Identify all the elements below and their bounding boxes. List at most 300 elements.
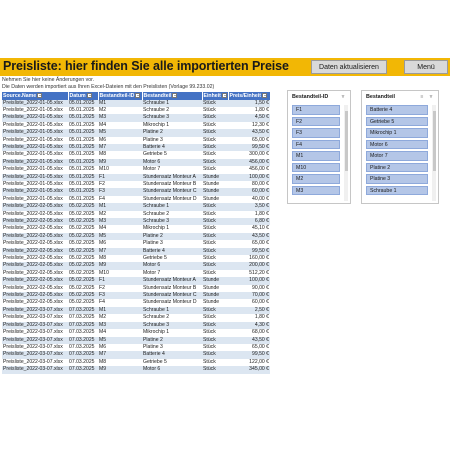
table-cell[interactable]: Stück [202,166,228,173]
table-cell[interactable]: Stundensatz Monteur C [142,292,202,299]
table-cell[interactable]: Stück [202,211,228,218]
table-cell[interactable]: 345,00 € [228,366,270,373]
table-cell[interactable]: Stunde [202,285,228,292]
table-cell[interactable]: Platine 2 [142,337,202,344]
table-cell[interactable]: Stück [202,233,228,240]
table-cell[interactable]: Stunde [202,188,228,195]
table-cell[interactable]: 100,00 € [228,277,270,284]
table-row[interactable] [2,248,270,255]
slicer-item[interactable]: M2 [292,174,340,184]
filter-clear-icon[interactable]: ▿ [341,94,345,100]
table-row[interactable] [2,366,270,373]
slicer-bestandteil-id [287,90,351,204]
table-row[interactable] [2,203,270,210]
table-cell[interactable]: Stunde [202,174,228,181]
table-cell[interactable]: Schraube 3 [142,322,202,329]
slicer-item[interactable]: Batterie 4 [366,105,428,115]
table-row[interactable] [2,129,270,136]
filter-dropdown-icon[interactable] [172,93,177,98]
table-cell[interactable]: Preisliste_2022-01-05.xlsx [2,166,68,173]
table-cell[interactable]: Stunde [202,181,228,188]
slicer-scrollbar[interactable] [344,105,348,201]
table-cell[interactable]: 456,00 € [228,159,270,166]
table-cell[interactable]: Stück [202,122,228,129]
table-cell[interactable]: M2 [98,314,142,321]
table-cell[interactable]: M4 [98,329,142,336]
table-cell[interactable]: 05.01.2025 [68,144,98,151]
table-cell[interactable]: 05.01.2025 [68,181,98,188]
table-cell[interactable]: Schraube 1 [142,203,202,210]
table-row[interactable] [2,159,270,166]
table-cell[interactable]: 100,00 € [228,174,270,181]
table-cell[interactable]: Preisliste_2022-02-05.xlsx [2,299,68,306]
table-cell[interactable]: 12,30 € [228,122,270,129]
table-cell[interactable]: 05.01.2025 [68,188,98,195]
table-cell[interactable]: Stück [202,262,228,269]
slicer-items [362,105,438,195]
table-cell[interactable]: Stück [202,270,228,277]
table-cell[interactable]: M10 [98,270,142,277]
table-cell[interactable]: Preisliste_2022-02-05.xlsx [2,203,68,210]
table-row[interactable] [2,196,270,203]
table-cell[interactable]: 07.03.2025 [68,344,98,351]
slicer-item[interactable]: M10 [292,163,340,173]
refresh-data-button[interactable]: Daten aktualisieren [311,60,387,74]
table-cell[interactable]: 05.01.2025 [68,129,98,136]
table-cell[interactable]: 45,10 € [228,225,270,232]
table-cell[interactable]: Stück [202,114,228,121]
table-cell[interactable]: Preisliste_2022-01-05.xlsx [2,114,68,121]
table-cell[interactable]: M9 [98,159,142,166]
slicer-item[interactable]: F1 [292,105,340,115]
table-cell[interactable]: Motor 6 [142,159,202,166]
table-cell[interactable]: Preisliste_2022-02-05.xlsx [2,248,68,255]
table-cell[interactable]: 05.02.2025 [68,233,98,240]
table-cell[interactable]: M8 [98,151,142,158]
table-cell[interactable]: Stundensatz Monteur B [142,285,202,292]
table-cell[interactable]: Stück [202,307,228,314]
table-cell[interactable]: 60,00 € [228,299,270,306]
table-row[interactable] [2,344,270,351]
table-cell[interactable]: M4 [98,122,142,129]
table-row[interactable] [2,107,270,114]
table-cell[interactable]: 43,50 € [228,233,270,240]
slicer-item[interactable]: Platine 3 [366,174,428,184]
table-cell[interactable]: Batterie 4 [142,144,202,151]
table-cell[interactable]: 07.03.2025 [68,314,98,321]
slicer-scrollbar[interactable] [432,105,436,201]
table-cell[interactable]: Schraube 1 [142,100,202,107]
table-cell[interactable]: Preisliste_2022-02-05.xlsx [2,292,68,299]
table-cell[interactable]: Preisliste_2022-02-05.xlsx [2,240,68,247]
slicer-item[interactable]: Motor 6 [366,140,428,150]
table-cell[interactable]: M4 [98,225,142,232]
table-cell[interactable]: Stundensatz Monteur A [142,277,202,284]
column-header[interactable] [202,92,228,100]
table-cell[interactable]: M1 [98,100,142,107]
table-row[interactable] [2,122,270,129]
table-row[interactable] [2,100,270,107]
table-cell[interactable]: 68,00 € [228,329,270,336]
table-cell[interactable]: 07.03.2025 [68,351,98,358]
table-cell[interactable]: Stück [202,137,228,144]
table-row[interactable] [2,151,270,158]
slicer-item[interactable]: Schraube 1 [366,186,428,196]
table-cell[interactable]: Stück [202,255,228,262]
table-cell[interactable]: 60,00 € [228,188,270,195]
table-cell[interactable]: F4 [98,196,142,203]
table-row[interactable] [2,337,270,344]
table-cell[interactable]: Schraube 3 [142,114,202,121]
table-cell[interactable]: Preisliste_2022-02-05.xlsx [2,270,68,277]
table-cell[interactable]: F1 [98,277,142,284]
table-cell[interactable]: M7 [98,351,142,358]
table-cell[interactable]: 05.01.2025 [68,151,98,158]
table-cell[interactable]: 07.03.2025 [68,337,98,344]
table-row[interactable] [2,144,270,151]
table-cell[interactable]: M8 [98,359,142,366]
table-cell[interactable]: 05.01.2025 [68,114,98,121]
table-cell[interactable]: 07.03.2025 [68,366,98,373]
table-cell[interactable]: Stück [202,100,228,107]
table-cell[interactable]: Schraube 3 [142,218,202,225]
table-cell[interactable]: F2 [98,285,142,292]
table-cell[interactable]: Mikrochip 1 [142,122,202,129]
table-cell[interactable]: Motor 7 [142,166,202,173]
multi-select-icon[interactable]: ≡ [420,94,424,100]
table-cell[interactable]: Preisliste_2022-01-05.xlsx [2,188,68,195]
column-header[interactable] [68,92,98,100]
table-cell[interactable]: 90,00 € [228,285,270,292]
slicer-item[interactable]: F2 [292,117,340,127]
table-cell[interactable]: Preisliste_2022-01-05.xlsx [2,122,68,129]
table-cell[interactable]: Stunde [202,292,228,299]
table-cell[interactable]: Preisliste_2022-03-07.xlsx [2,322,68,329]
table-cell[interactable]: F3 [98,188,142,195]
table-row[interactable] [2,262,270,269]
table-cell[interactable]: 05.01.2025 [68,166,98,173]
table-cell[interactable]: M8 [98,255,142,262]
table-row[interactable] [2,255,270,262]
filter-dropdown-icon[interactable] [222,93,227,98]
table-cell[interactable]: 65,00 € [228,137,270,144]
table-cell[interactable]: Stück [202,351,228,358]
table-row[interactable] [2,277,270,284]
table-cell[interactable]: Stück [202,322,228,329]
table-cell[interactable]: M9 [98,262,142,269]
table-cell[interactable]: 07.03.2025 [68,329,98,336]
column-header[interactable] [142,92,202,100]
table-cell[interactable]: Stunde [202,277,228,284]
table-cell[interactable]: Motor 6 [142,366,202,373]
table-cell[interactable]: F3 [98,292,142,299]
table-cell[interactable]: Stück [202,314,228,321]
menu-button[interactable]: Menü [404,60,448,74]
table-cell[interactable]: Schraube 2 [142,107,202,114]
table-cell[interactable]: Schraube 2 [142,314,202,321]
table-cell[interactable]: F2 [98,181,142,188]
table-row[interactable] [2,188,270,195]
slicer-item[interactable]: F3 [292,128,340,138]
table-cell[interactable]: Preisliste_2022-02-05.xlsx [2,218,68,225]
table-cell[interactable]: Getriebe 5 [142,255,202,262]
table-row[interactable] [2,166,270,173]
table-cell[interactable]: Mikrochip 1 [142,225,202,232]
table-cell[interactable]: 1,80 € [228,107,270,114]
table-cell[interactable]: 43,50 € [228,337,270,344]
table-row[interactable] [2,285,270,292]
table-row[interactable] [2,225,270,232]
table-row[interactable] [2,322,270,329]
table-cell[interactable]: M2 [98,211,142,218]
table-cell[interactable]: 99,50 € [228,144,270,151]
table-cell[interactable]: Stück [202,144,228,151]
table-row[interactable] [2,351,270,358]
table-cell[interactable]: Mikrochip 1 [142,329,202,336]
column-header[interactable] [98,92,142,100]
slicer-item[interactable]: Motor 7 [366,151,428,161]
table-cell[interactable]: M6 [98,240,142,247]
table-cell[interactable]: Preisliste_2022-02-05.xlsx [2,233,68,240]
table-cell[interactable]: M5 [98,233,142,240]
table-cell[interactable]: Platine 3 [142,137,202,144]
table-cell[interactable]: 05.01.2025 [68,100,98,107]
table-cell[interactable]: Stück [202,107,228,114]
table-cell[interactable]: Stück [202,359,228,366]
table-row[interactable] [2,218,270,225]
table-row[interactable] [2,292,270,299]
column-header[interactable] [228,92,270,100]
table-cell[interactable]: 07.03.2025 [68,307,98,314]
table-cell[interactable]: 07.03.2025 [68,359,98,366]
table-cell[interactable]: 05.02.2025 [68,248,98,255]
table-row[interactable] [2,211,270,218]
slicer-item[interactable]: Mikrochip 1 [366,128,428,138]
table-cell[interactable]: M1 [98,307,142,314]
table-row[interactable] [2,299,270,306]
table-cell[interactable]: 05.01.2025 [68,137,98,144]
table-cell[interactable]: Getriebe 5 [142,359,202,366]
table-cell[interactable]: Preisliste_2022-02-05.xlsx [2,255,68,262]
table-cell[interactable]: Preisliste_2022-01-05.xlsx [2,174,68,181]
table-cell[interactable]: 122,00 € [228,359,270,366]
table-cell[interactable]: 43,50 € [228,129,270,136]
table-cell[interactable]: Batterie 4 [142,248,202,255]
table-cell[interactable]: 1,80 € [228,314,270,321]
table-cell[interactable]: 07.03.2025 [68,322,98,329]
table-cell[interactable]: M3 [98,114,142,121]
table-cell[interactable]: Platine 2 [142,129,202,136]
table-row[interactable] [2,307,270,314]
table-row[interactable] [2,114,270,121]
table-cell[interactable]: M1 [98,203,142,210]
info-source: Die Daten werden importiert aus Ihren Excel-Dateien mit den Preislisten (Vorlage 99.233.02) [2,84,215,90]
table-cell[interactable]: 99,50 € [228,248,270,255]
slicer-item[interactable]: Getriebe 5 [366,117,428,127]
table-cell[interactable]: Preisliste_2022-01-05.xlsx [2,151,68,158]
table-cell[interactable]: Preisliste_2022-02-05.xlsx [2,277,68,284]
table-cell[interactable]: Stunde [202,299,228,306]
table-cell[interactable]: F4 [98,299,142,306]
table-cell[interactable]: M7 [98,144,142,151]
filter-dropdown-icon[interactable] [37,93,42,98]
table-cell[interactable]: Stunde [202,196,228,203]
table-cell[interactable]: Stück [202,129,228,136]
table-cell[interactable]: 05.02.2025 [68,211,98,218]
table-cell[interactable]: 05.02.2025 [68,285,98,292]
table-cell[interactable]: M6 [98,344,142,351]
table-cell[interactable]: Stück [202,203,228,210]
table-cell[interactable]: 65,00 € [228,240,270,247]
table-cell[interactable]: 4,50 € [228,114,270,121]
slicer-items [288,105,350,195]
table-cell[interactable]: 80,00 € [228,181,270,188]
filter-dropdown-icon[interactable] [262,93,267,98]
table-cell[interactable]: Stundensatz Monteur C [142,188,202,195]
table-cell[interactable]: 05.02.2025 [68,299,98,306]
slicer-item[interactable]: F4 [292,140,340,150]
table-row[interactable] [2,181,270,188]
table-cell[interactable]: M5 [98,337,142,344]
table-cell[interactable]: 65,00 € [228,344,270,351]
table-cell[interactable]: Stück [202,240,228,247]
table-row[interactable] [2,270,270,277]
table-cell[interactable]: Preisliste_2022-01-05.xlsx [2,107,68,114]
table-cell[interactable]: Stück [202,151,228,158]
table-cell[interactable]: 4,30 € [228,322,270,329]
table-header [2,92,270,100]
table-cell[interactable]: Motor 6 [142,262,202,269]
table-cell[interactable]: M3 [98,322,142,329]
table-cell[interactable]: 1,50 € [228,100,270,107]
table-cell[interactable]: 1,80 € [228,211,270,218]
table-cell[interactable]: 05.02.2025 [68,255,98,262]
table-cell[interactable]: 05.02.2025 [68,218,98,225]
table-cell[interactable]: Preisliste_2022-02-05.xlsx [2,285,68,292]
filter-clear-icon[interactable]: ▿ [429,94,433,100]
table-cell[interactable]: Preisliste_2022-03-07.xlsx [2,329,68,336]
table-cell[interactable]: Stück [202,344,228,351]
table-cell[interactable]: Preisliste_2022-03-07.xlsx [2,366,68,373]
table-cell[interactable]: Stück [202,337,228,344]
table-cell[interactable]: M2 [98,107,142,114]
table-cell[interactable]: Platine 2 [142,233,202,240]
table-cell[interactable]: 05.02.2025 [68,292,98,299]
table-cell[interactable]: Stundensatz Monteur A [142,174,202,181]
table-cell[interactable]: 160,00 € [228,255,270,262]
table-cell[interactable]: 05.01.2025 [68,122,98,129]
table-body [2,100,270,374]
table-cell[interactable]: Preisliste_2022-03-07.xlsx [2,344,68,351]
table-cell[interactable]: M9 [98,366,142,373]
table-row[interactable] [2,233,270,240]
table-cell[interactable]: 05.01.2025 [68,107,98,114]
table-cell[interactable]: 05.02.2025 [68,277,98,284]
table-cell[interactable]: Preisliste_2022-03-07.xlsx [2,314,68,321]
table-cell[interactable]: 200,00 € [228,262,270,269]
table-cell[interactable]: Preisliste_2022-03-07.xlsx [2,351,68,358]
table-cell[interactable]: 05.02.2025 [68,270,98,277]
table-cell[interactable]: 05.02.2025 [68,225,98,232]
table-cell[interactable]: Platine 3 [142,344,202,351]
table-cell[interactable]: M7 [98,248,142,255]
table-cell[interactable]: Stück [202,366,228,373]
slicer-item[interactable]: M1 [292,151,340,161]
table-cell[interactable]: 70,00 € [228,292,270,299]
table-cell[interactable]: 3,50 € [228,203,270,210]
table-cell[interactable]: M6 [98,137,142,144]
table-cell[interactable]: Schraube 1 [142,307,202,314]
table-cell[interactable]: Getriebe 5 [142,151,202,158]
table-cell[interactable]: 456,00 € [228,166,270,173]
table-cell[interactable]: Stundensatz Monteur B [142,181,202,188]
table-cell[interactable]: Platine 3 [142,240,202,247]
table-cell[interactable]: Stück [202,329,228,336]
table-row[interactable] [2,137,270,144]
table-cell[interactable]: Preisliste_2022-01-05.xlsx [2,144,68,151]
table-cell[interactable]: 05.01.2025 [68,159,98,166]
table-cell[interactable]: Preisliste_2022-03-07.xlsx [2,307,68,314]
table-cell[interactable]: Preisliste_2022-01-05.xlsx [2,137,68,144]
table-cell[interactable]: Stück [202,218,228,225]
table-cell[interactable]: 512,20 € [228,270,270,277]
slicer-item[interactable]: Platine 2 [366,163,428,173]
table-cell[interactable]: 6,80 € [228,218,270,225]
table-cell[interactable]: 2,50 € [228,307,270,314]
table-cell[interactable]: M3 [98,218,142,225]
table-cell[interactable]: Motor 7 [142,270,202,277]
table-cell[interactable]: 99,50 € [228,351,270,358]
table-cell[interactable]: Stück [202,225,228,232]
table-cell[interactable]: M10 [98,166,142,173]
filter-dropdown-icon[interactable] [87,93,92,98]
table-cell[interactable]: Batterie 4 [142,351,202,358]
table-cell[interactable]: Preisliste_2022-01-05.xlsx [2,129,68,136]
table-cell[interactable]: 05.02.2025 [68,240,98,247]
table-cell[interactable]: Stundensatz Monteur D [142,299,202,306]
table-cell[interactable]: Preisliste_2022-01-05.xlsx [2,196,68,203]
table-cell[interactable]: Preisliste_2022-01-05.xlsx [2,181,68,188]
column-header[interactable] [2,92,68,100]
table-row[interactable] [2,314,270,321]
table-row[interactable] [2,359,270,366]
table-row[interactable] [2,329,270,336]
table-cell[interactable]: Schraube 2 [142,211,202,218]
table-cell[interactable]: Preisliste_2022-01-05.xlsx [2,100,68,107]
table-cell[interactable]: 05.02.2025 [68,262,98,269]
table-cell[interactable]: Preisliste_2022-01-05.xlsx [2,159,68,166]
table-cell[interactable]: 05.01.2025 [68,196,98,203]
table-cell[interactable]: Preisliste_2022-02-05.xlsx [2,211,68,218]
filter-dropdown-icon[interactable] [135,93,140,98]
table-row[interactable] [2,240,270,247]
slicer-item[interactable]: M3 [292,186,340,196]
table-cell[interactable]: Stück [202,159,228,166]
table-cell[interactable]: Stück [202,248,228,255]
table-cell[interactable]: Stundensatz Monteur D [142,196,202,203]
table-row[interactable] [2,174,270,181]
table-cell[interactable]: Preisliste_2022-03-07.xlsx [2,337,68,344]
table-cell[interactable]: F1 [98,174,142,181]
table-cell[interactable]: Preisliste_2022-02-05.xlsx [2,225,68,232]
table-cell[interactable]: 300,00 € [228,151,270,158]
table-cell[interactable]: Preisliste_2022-03-07.xlsx [2,359,68,366]
table-cell[interactable]: 40,00 € [228,196,270,203]
table-cell[interactable]: M5 [98,129,142,136]
table-cell[interactable]: Preisliste_2022-02-05.xlsx [2,262,68,269]
table-cell[interactable]: 05.02.2025 [68,203,98,210]
table-cell[interactable]: 05.01.2025 [68,174,98,181]
